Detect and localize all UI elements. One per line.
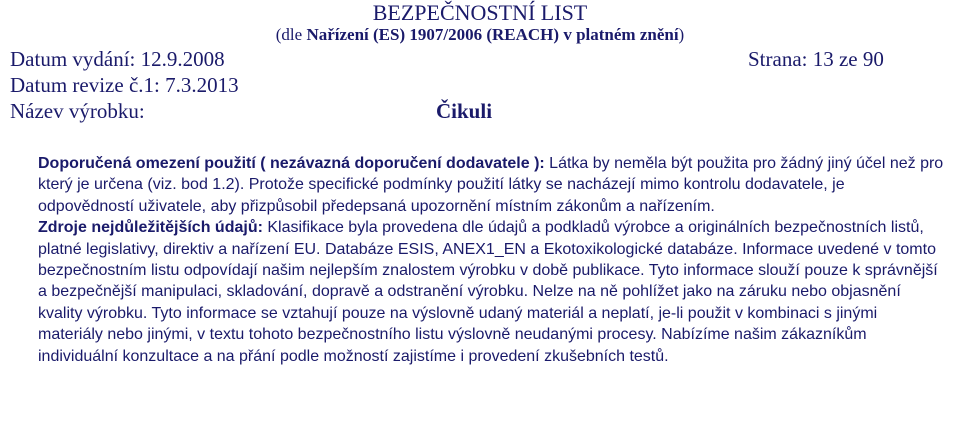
revision-date-row	[10, 73, 239, 97]
sources-text: Klasifikace byla provedena dle údajů a podkladů výrobce a originálních bezpečnostních listů, platné legislativy, direktiv a nařízení EU. Databáze ESIS, ANEX1_EN a Ekotoxikologické databáze. Informace uvedené v tomto bezpečnostním listu odpovídají našim nejlepším znalostem výrobku v době publikace. Tyto informace slouží pouze k správnější a bezpečnější manipulaci, skladování, dopravě a odstranění výrobku. Nelze na ně pohlížet jako na záruku nebo objasnění kvality výrobku. Tyto informace se vztahují pouze na výslovně udaný materiál a neplatí, je-li použit v kombinaci s jinými materiály nebo jinými, v textu tohoto bezpečnostního listu výslovně neudanými procesy. Nabízíme našim zákazníkům individuální konzultace a na přání podle možností zajistíme i provedení zkušebních testů.	[38, 219, 938, 365]
document-subtitle	[0, 25, 960, 45]
issue-date-value: 12.9.2008	[140, 47, 225, 71]
revision-date-label: Datum revize č.1:	[10, 73, 160, 97]
document-body	[38, 153, 944, 367]
document-title: BEZPEČNOSTNÍ LIST	[372, 0, 588, 25]
sources-heading: Zdroje nejdůležitějších údajů:	[38, 219, 263, 237]
subtitle-suffix: )	[678, 25, 685, 44]
subtitle-prefix: (dle	[275, 25, 307, 44]
subtitle-regulation: Nařízení (ES) 1907/2006 (REACH) v platném znění	[306, 25, 679, 44]
restrictions-paragraph	[38, 153, 944, 217]
product-label: Název výrobku:	[10, 99, 145, 123]
page-of: ze	[838, 47, 858, 71]
page-current: 13	[812, 47, 834, 71]
restrictions-text: Látka by neměla být použita pro žádný jiný účel než pro který je určena (viz. bod 1.2). Protože specifické podmínky použití látky se nacházejí mimo kontrolu dodavatele, je odpovědností uživatele, aby přizpůsobil předepsaná upozornění místním zákonům a nařízením.	[38, 155, 944, 215]
issue-date-label: Datum vydání:	[10, 47, 136, 71]
restrictions-heading: Doporučená omezení použití ( nezávazná doporučení dodavatele ):	[38, 155, 545, 172]
issue-date-row	[10, 47, 225, 71]
product-name: Čikuli	[436, 99, 493, 123]
revision-date-value: 7.3.2013	[165, 73, 239, 97]
sources-paragraph	[38, 217, 944, 367]
page-label: Strana:	[748, 47, 808, 71]
page-counter	[748, 47, 884, 71]
page-total: 90	[862, 47, 884, 71]
